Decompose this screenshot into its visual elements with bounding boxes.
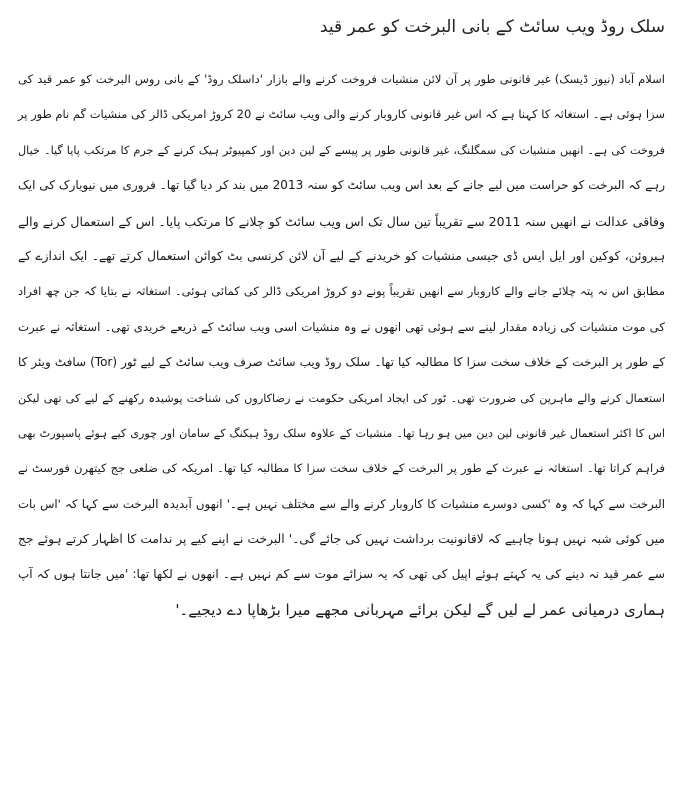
body-line: وفاقی عدالت نے انھیں سنہ 2011 سے تقریباً تین سال تک اس ویب سائٹ کو چلانے کا مرتکب پایا۔ اس کے استعمال کرنے والے	[18, 213, 666, 229]
body-line: فروخت کی ہے۔ انھیں منشیات کی سمگلنگ، غیر قانونی طور پر پیسے کے لین دین اور کمپیوٹر ہیک کرنے کے جرم کا مرتکب پایا گیا۔ خیال	[18, 143, 665, 157]
article-headline: سلک روڈ ویب سائٹ کے بانی البرخت کو عمر قید	[319, 17, 665, 37]
body-line: میں کوئی شبہ نہیں ہونا چاہیے کہ لاقانونیت برداشت نہیں کی جائے گی۔' البرخت نے اپنے کیے پر ندامت کا اظہار کرتے ہوئے جج	[18, 532, 665, 547]
article-body	[18, 62, 665, 628]
body-line: ہیروئن، کوکین اور ایل ایس ڈی جیسی منشیات کو خریدنے کے لیے آن لائن کرنسی بٹ کوائن استعمال کرتے تھے۔ ایک اندازے کے	[18, 248, 665, 263]
body-line-last: ہماری درمیانی عمر لے لیں گے لیکن برائے مہربانی مجھے میرا بڑھاپا دے دیجیے۔'	[175, 600, 665, 619]
body-line: مطابق اس نہ پتہ چلائے جانے والے کاروبار سے انھیں تقریباً پونے دو کروڑ امریکی ڈالر کی کمائی ہوئی۔ استغاثہ نے بتایا کہ جن چھ افراد	[18, 284, 665, 299]
body-line: کے طور پر البرخت کے خلاف سخت سزا کا مطالبہ کیا تھا۔ سلک روڈ ویب سائٹ صرف ویب سائٹ کے لیے ٹور (Tor) سافٹ ویئر کا	[18, 355, 666, 370]
body-line: رہے کہ البرخت کو حراست میں لیے جانے کے بعد اس ویب سائٹ کو سنہ 2013 میں بند کر دیا گیا تھا۔ فروری میں نیویارک کی ایک	[18, 178, 666, 193]
body-line: فراہم کراتا تھا۔ استغاثہ نے عبرت کے طور پر البرخت کے خلاف سخت سزا کا مطالبہ کیا تھا۔ امریکہ کی ضلعی جج کیتھرن فورسٹ نے	[18, 461, 665, 476]
body-line: البرخت سے کہا کہ وہ 'کسی دوسرے منشیات کا کاروبار کرنے والے سے مختلف نہیں ہے۔' انھوں آبدیدہ البرخت سے کہا کہ 'اس بات	[18, 496, 665, 511]
body-line: استعمال کرنے والے ماہرین کی ضرورت تھی۔ ٹور کی ایجاد امریکی حکومت نے رضاکاروں کی شناخت پوشیدہ رکھنے کے لیے کی تھی لیکن	[18, 391, 665, 405]
body-line: سزا ہوئی ہے۔ استغاثہ کا کہنا ہے کہ اس غیر قانونی کاروبار کرنے والی ویب سائٹ نے 20 کروڑ امریکی ڈالر کی منشیات گم نام طور پر	[17, 107, 665, 122]
body-line: کی موت منشیات کی زیادہ مقدار لینے سے ہوئی تھی انھوں نے وہ منشیات اسی ویب سائٹ کے ذریعے خریدی تھی۔ استغاثہ نے عبرت	[18, 319, 665, 334]
body-line: اس کا اکثر استعمال غیر قانونی لین دین میں ہو رہا تھا۔ منشیات کے علاوہ سلک روڈ ہیکنگ کے سامان اور چوری کیے ہوئے پاسپورٹ بھی	[18, 426, 665, 440]
body-line: سے عمر قید نہ دینے کی یہ کہتے ہوئے اپیل کی تھی کہ یہ سزائے موت سے کم نہیں ہے۔ انھوں نے لکھا تھا: 'میں جانتا ہوں کہ آپ	[18, 567, 665, 582]
body-line: اسلام آباد (نیوز ڈیسک) غیر قانونی طور پر آن لائن منشیات فروخت کرنے والے بازار 'داسلک روڈ' کے بانی روس البرخت کو عمر قید کی	[18, 72, 665, 86]
